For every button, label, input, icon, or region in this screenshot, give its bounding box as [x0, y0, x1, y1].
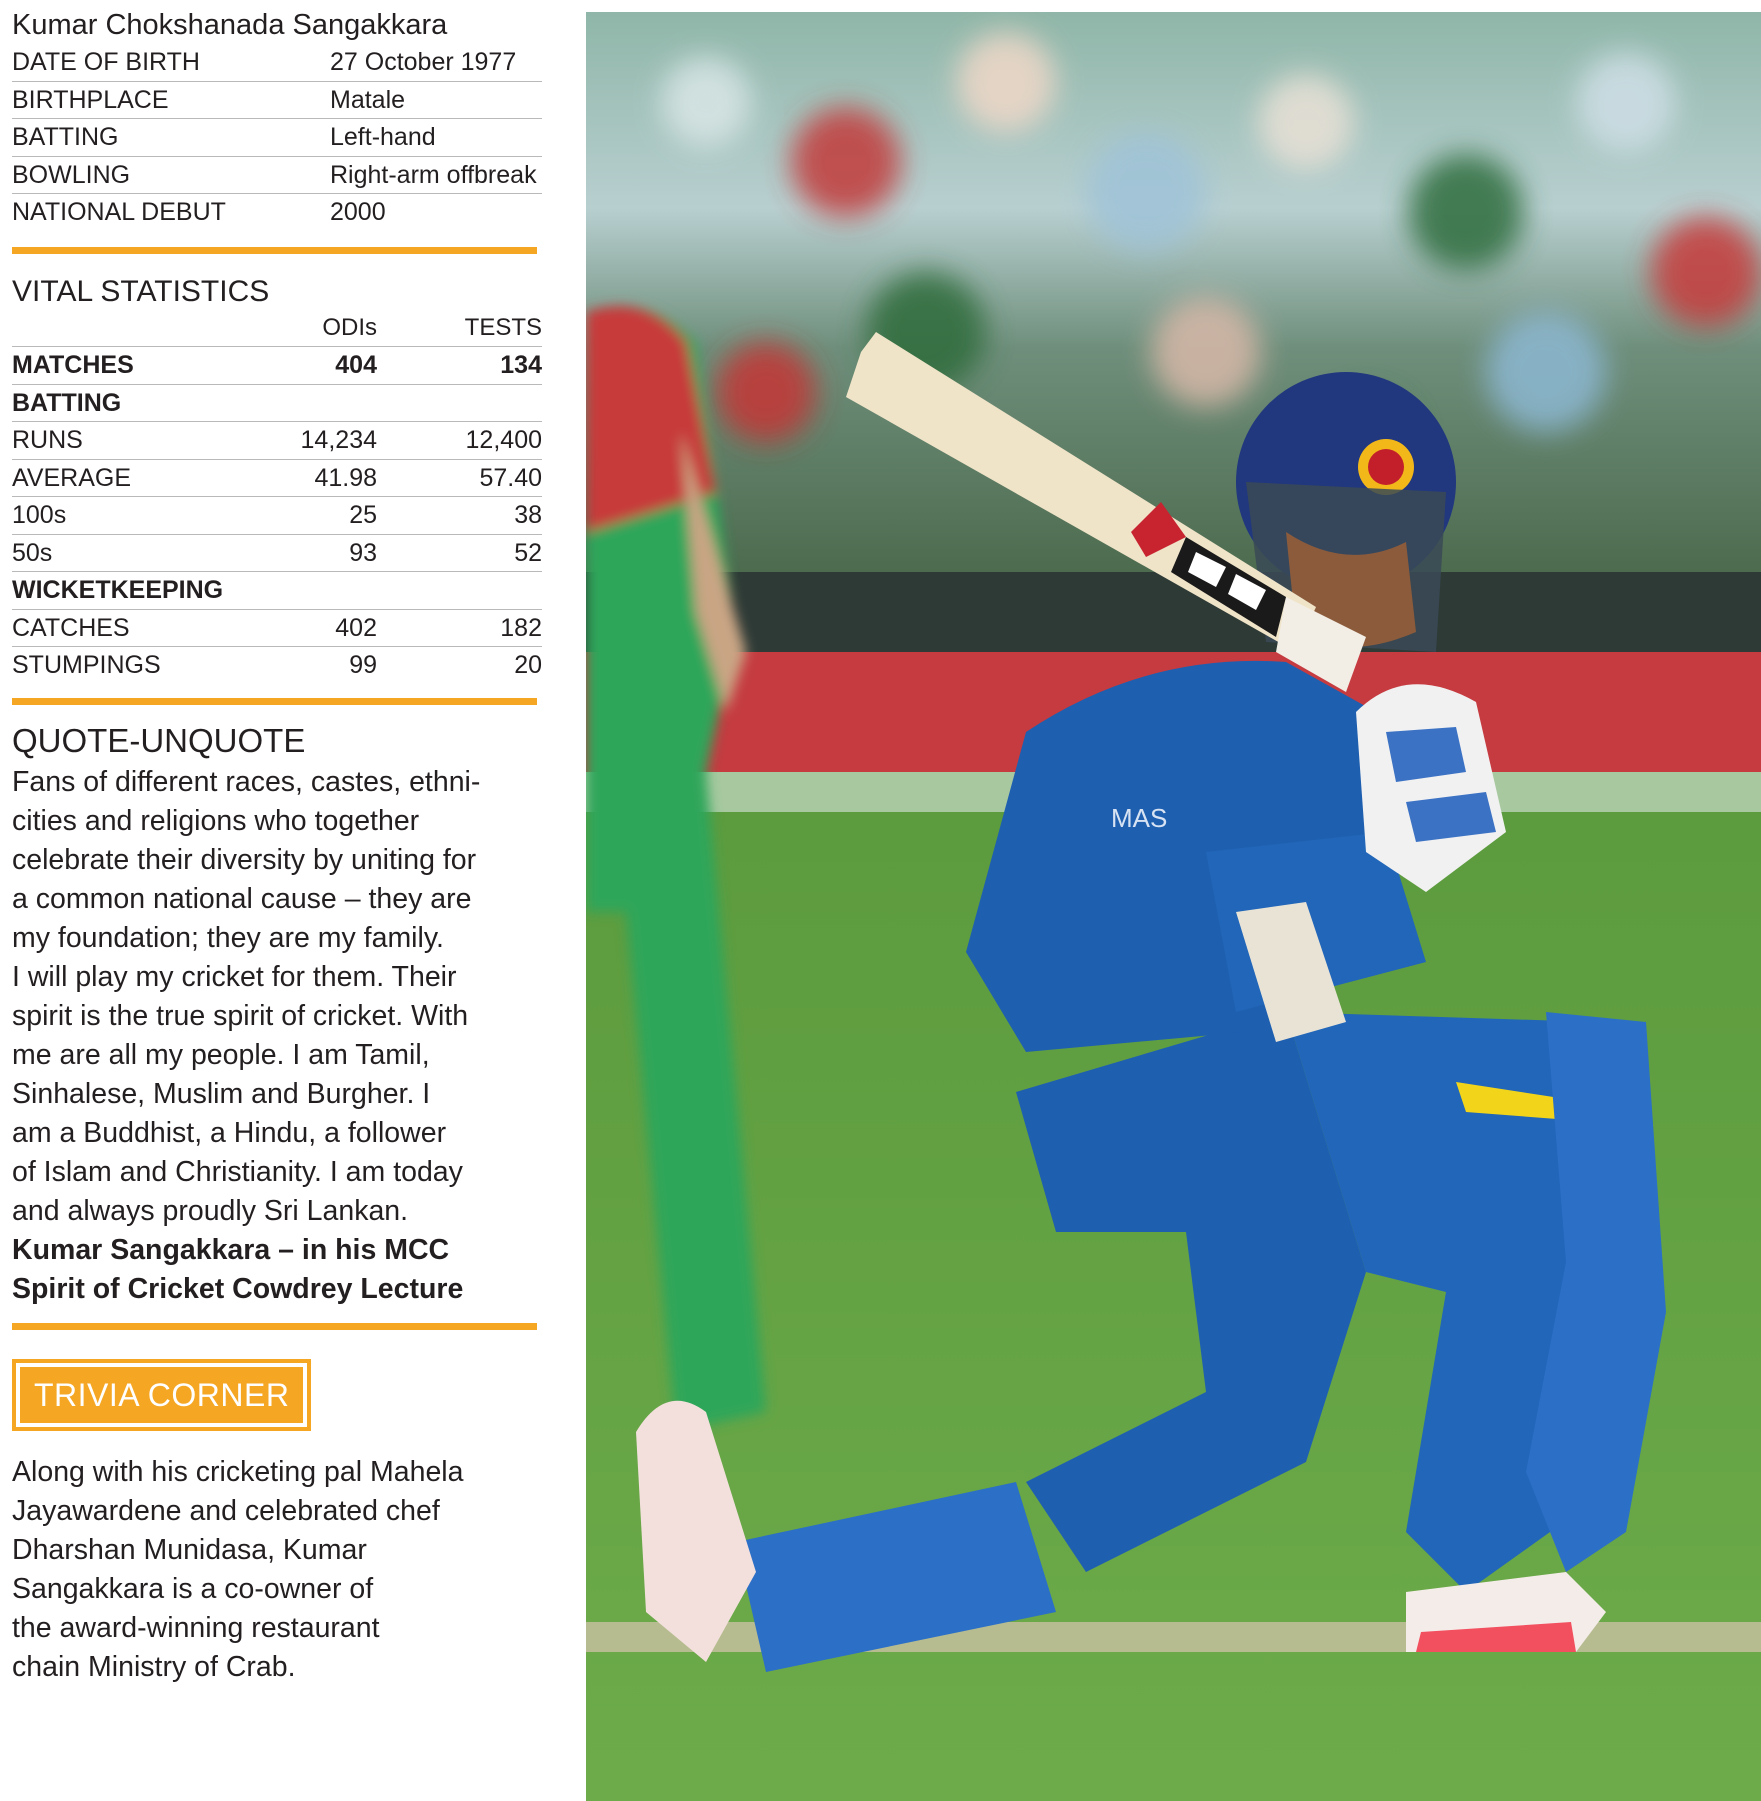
- bio-value: Left-hand: [330, 119, 542, 157]
- stat-label: RUNS: [12, 422, 252, 460]
- trivia-line: Along with his cricketing pal Mahela: [12, 1455, 464, 1488]
- batting-heading: BATTING: [12, 384, 542, 422]
- quote-line: me are all my people. I am Tamil,: [12, 1038, 430, 1071]
- bio-label: BATTING: [12, 119, 330, 157]
- stat-label: STUMPINGS: [12, 651, 161, 680]
- trivia-body: [12, 1453, 542, 1687]
- stats-subheading-batting: [12, 384, 542, 422]
- vital-statistics-table: [12, 310, 542, 684]
- quote-line: spirit is the true spirit of cricket. With: [12, 999, 469, 1032]
- stats-row: [12, 422, 542, 460]
- trivia-line: Dharshan Munidasa, Kumar: [12, 1533, 367, 1566]
- bio-label: DATE OF BIRTH: [12, 44, 330, 81]
- vital-statistics-title: VITAL STATISTICS: [12, 274, 270, 308]
- bio-row: [12, 194, 542, 231]
- quote-line: of Islam and Christianity. I am today: [12, 1155, 463, 1188]
- stats-row-matches: [12, 347, 542, 385]
- stat-tests: 134: [377, 347, 542, 385]
- quote-line: and always proudly Sri Lankan.: [12, 1194, 409, 1227]
- bio-label: BOWLING: [12, 156, 330, 194]
- section-divider: [12, 698, 537, 705]
- quote-attribution-line: Kumar Sangakkara – in his MCC: [12, 1233, 450, 1266]
- stat-odi: 41.98: [252, 459, 377, 497]
- quote-body: [12, 763, 542, 1309]
- stat-tests: 52: [377, 534, 542, 572]
- quote-line: a common national cause – they are: [12, 882, 472, 915]
- stat-odi: 99: [349, 651, 377, 680]
- stat-odi: 404: [252, 347, 377, 385]
- batsman-photo: [586, 12, 1761, 1801]
- stat-odi: 25: [252, 497, 377, 535]
- batsman-illustration: [586, 12, 1761, 1801]
- stat-odi: 93: [252, 534, 377, 572]
- trivia-line: Sangakkara is a co-owner of: [12, 1572, 374, 1605]
- trivia-title: TRIVIA CORNER: [20, 1367, 303, 1423]
- quote-title: QUOTE-UNQUOTE: [12, 721, 306, 759]
- stat-odi: 14,234: [252, 422, 377, 460]
- stat-label: 50s: [12, 534, 252, 572]
- bio-row: [12, 119, 542, 157]
- bio-label: BIRTHPLACE: [12, 81, 330, 119]
- trivia-line: chain Ministry of Crab.: [12, 1650, 296, 1683]
- bio-value: 2000: [330, 198, 386, 227]
- stat-label: MATCHES: [12, 347, 252, 385]
- bio-table: [12, 44, 542, 231]
- stat-label: CATCHES: [12, 609, 252, 647]
- quote-line: cities and religions who together: [12, 804, 420, 837]
- quote-line: am a Buddhist, a Hindu, a follower: [12, 1116, 447, 1149]
- stat-tests: 12,400: [377, 422, 542, 460]
- stat-tests: 182: [377, 609, 542, 647]
- stat-label: 100s: [12, 497, 252, 535]
- bio-row: [12, 81, 542, 119]
- player-name: Kumar Chokshanada Sangakkara: [12, 9, 448, 41]
- trivia-badge: [12, 1359, 311, 1431]
- quote-line: my foundation; they are my family.: [12, 921, 444, 954]
- quote-line: Sinhalese, Muslim and Burgher. I: [12, 1077, 431, 1110]
- quote-line: Fans of different races, castes, ethni-: [12, 765, 481, 798]
- bio-value: Right-arm offbreak: [330, 156, 542, 194]
- stat-tests: 20: [514, 651, 542, 680]
- jersey-sponsor-text: MAS: [1111, 803, 1168, 833]
- stats-row: [12, 459, 542, 497]
- bio-row: [12, 156, 542, 194]
- trivia-line: Jayawardene and celebrated chef: [12, 1494, 440, 1527]
- quote-line: I will play my cricket for them. Their: [12, 960, 457, 993]
- stat-odi: 402: [252, 609, 377, 647]
- quote-attribution-line: Spirit of Cricket Cowdrey Lecture: [12, 1272, 464, 1305]
- stats-subheading-wicketkeeping: [12, 572, 542, 610]
- wicketkeeping-heading: WICKETKEEPING: [12, 572, 542, 610]
- col-tests: TESTS: [377, 310, 542, 347]
- stat-label: AVERAGE: [12, 459, 252, 497]
- section-divider: [12, 1323, 537, 1330]
- stats-row: [12, 497, 542, 535]
- profile-column: [12, 8, 542, 1687]
- stat-tests: 57.40: [377, 459, 542, 497]
- stats-row: [12, 609, 542, 647]
- stats-header-row: [12, 310, 542, 347]
- bio-value: Matale: [330, 81, 542, 119]
- stats-row: [12, 647, 542, 684]
- col-odis: ODIs: [252, 310, 377, 347]
- stats-row: [12, 534, 542, 572]
- bio-value: 27 October 1977: [330, 44, 542, 81]
- trivia-line: the award-winning restaurant: [12, 1611, 380, 1644]
- section-divider: [12, 247, 537, 254]
- quote-line: celebrate their diversity by uniting for: [12, 843, 477, 876]
- bio-label: NATIONAL DEBUT: [12, 198, 226, 227]
- stat-tests: 38: [377, 497, 542, 535]
- bio-row: [12, 44, 542, 81]
